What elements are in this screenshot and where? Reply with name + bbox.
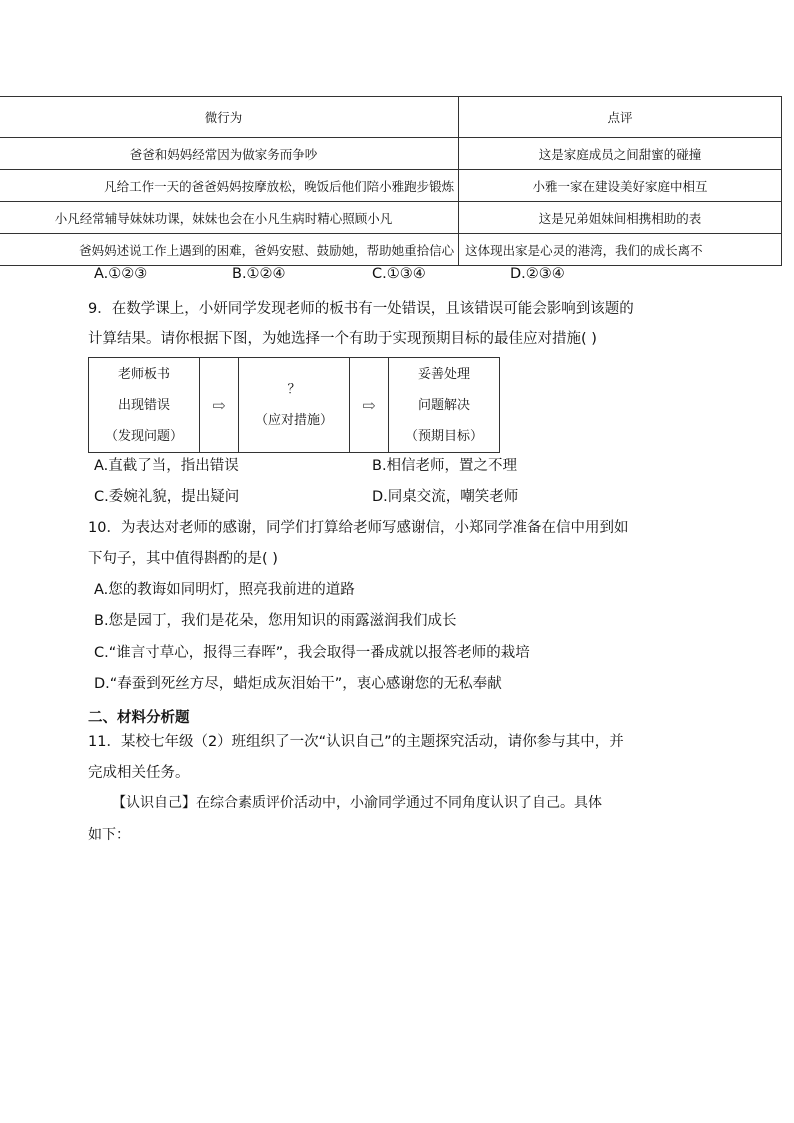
table-header-behavior: 微行为 <box>0 97 459 138</box>
q9-stem-line1: 9．在数学课上，小妍同学发现老师的板书有一处错误，且该错误可能会影响到该题的 <box>88 301 634 317</box>
table-cell: 这是兄弟姐妹间相携相助的表 <box>459 202 782 234</box>
flow-box-problem <box>89 358 200 453</box>
q9-stem-line2: 计算结果。请你根据下图，为她选择一个有助于实现预期目标的最佳应对措施( ) <box>88 331 597 347</box>
arrow-right-icon: ⇨ <box>200 358 239 453</box>
table-cell: 这是家庭成员之间甜蜜的碰撞 <box>459 138 782 170</box>
q11-stem-line1: 11．某校七年级（2）班组织了一次“认识自己”的主题探究活动，请你参与其中，并 <box>88 734 624 750</box>
q8-option-c: C.①③④ <box>372 266 426 282</box>
flow-box-measure <box>239 358 350 453</box>
table-cell: 这体现出家是心灵的港湾，我们的成长离不 <box>459 234 782 266</box>
q11-paragraph-line1: 【认识自己】在综合素质评价活动中，小渝同学通过不同角度认识了自己。具体 <box>112 795 602 811</box>
flow-text: （发现问题） <box>104 428 183 444</box>
q11-paragraph-line2: 如下： <box>88 827 130 843</box>
table-cell: 小凡经常辅导妹妹功课，妹妹也会在小凡生病时精心照顾小凡 <box>0 202 459 234</box>
q8-option-a: A.①②③ <box>94 266 148 282</box>
table-row <box>0 234 782 266</box>
q9-option-b: B.相信老师，置之不理 <box>372 458 518 474</box>
flow-text: （应对措施） <box>254 413 333 428</box>
q10-stem-line2: 下句子，其中值得斟酌的是( ) <box>88 551 278 567</box>
q8-option-d: D.②③④ <box>510 266 565 282</box>
table-row <box>0 138 782 170</box>
flow-diagram <box>88 357 500 453</box>
table-row <box>0 170 782 202</box>
q10-option-d: D.“春蚕到死丝方尽，蜡炬成灰泪始干”，衷心感谢您的无私奉献 <box>94 676 502 692</box>
q9-option-a: A.直截了当，指出错误 <box>94 458 239 474</box>
section-heading: 二、材料分析题 <box>88 710 190 726</box>
q9-option-d: D.同桌交流，嘲笑老师 <box>372 489 519 505</box>
behavior-table <box>0 96 782 266</box>
flow-box-goal <box>389 358 500 453</box>
q10-option-c: C.“谁言寸草心，报得三春晖”，我会取得一番成就以报答老师的栽培 <box>94 645 530 661</box>
flow-text: 出现错误 <box>117 397 170 413</box>
flow-text: 老师板书 <box>117 366 170 382</box>
q11-stem-line2: 完成相关任务。 <box>88 765 190 781</box>
table-cell: 爸妈妈述说工作上遇到的困难，爸妈安慰、鼓励她，帮助她重拾信心 <box>0 234 459 266</box>
table-header-row <box>0 97 782 138</box>
table-header-comment: 点评 <box>459 97 782 138</box>
q10-option-b: B.您是园丁，我们是花朵，您用知识的雨露滋润我们成长 <box>94 613 457 629</box>
table-cell: 爸爸和妈妈经常因为做家务而争吵 <box>0 138 459 170</box>
flow-text: （预期目标） <box>404 428 483 444</box>
q8-option-b: B.①②④ <box>232 266 286 282</box>
flow-text: 妥善处理 <box>417 366 470 382</box>
flow-text: 问题解决 <box>417 397 470 413</box>
table-cell: 小雅一家在建设美好家庭中相互 <box>459 170 782 202</box>
flow-text: ？ <box>287 382 301 397</box>
q10-stem-line1: 10．为表达对老师的感谢，同学们打算给老师写感谢信，小郑同学准备在信中用到如 <box>88 520 629 536</box>
table-row <box>0 202 782 234</box>
q9-option-c: C.委婉礼貌，提出疑问 <box>94 489 240 505</box>
q10-option-a: A.您的教诲如同明灯，照亮我前进的道路 <box>94 582 355 598</box>
arrow-right-icon: ⇨ <box>350 358 389 453</box>
table-cell: 凡给工作一天的爸爸妈妈按摩放松，晚饭后他们陪小雅跑步锻炼 <box>0 170 459 202</box>
